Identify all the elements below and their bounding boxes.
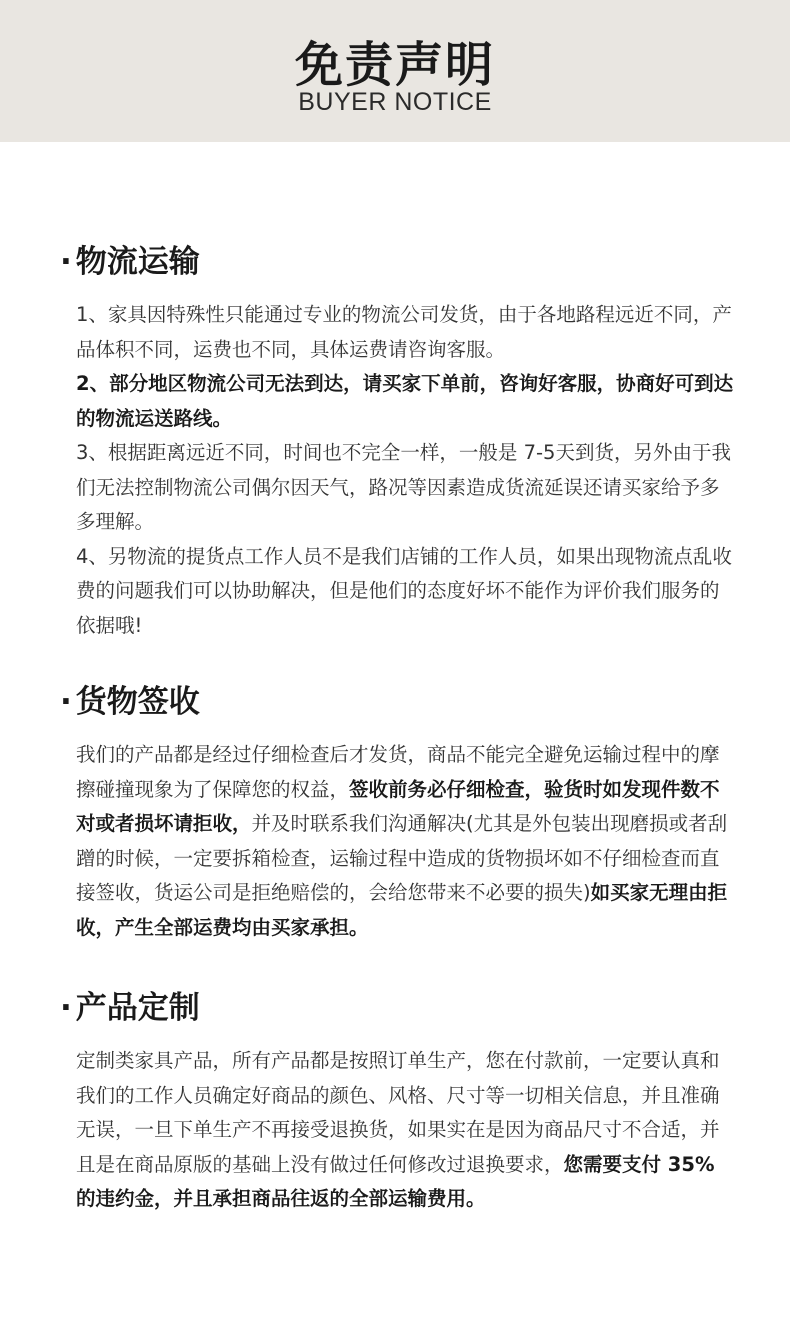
section-title: 物流运输 (75, 244, 200, 280)
body-text: 4、另物流的提货点工作人员不是我们店铺的工作人员，如果出现物流点乱收费的问题我们可以协助解决，但是他们的态度好坏不能作为评价我们服务的依据哦! (76, 544, 732, 637)
paragraph (76, 1044, 736, 1217)
paragraph (76, 436, 736, 540)
section-heading (60, 676, 200, 721)
body-text: 3、根据距离远近不同，时间也不完全一样，一般是 7-5天到货，另外由于我们无法控制物流公司偶尔因天气，路况等因素造成货流延误还请买家给予多多理解。 (76, 441, 731, 533)
bullet-dot: · (60, 244, 72, 280)
body-text: 我们的产品都是经过仔细检查后才发货，商品不能完全避免运输过程中的摩擦碰撞现象为了保障您的权益， (76, 743, 720, 801)
emphasis-text: 如买家无理由拒收，产生全部运费均由买家承担。 (76, 881, 728, 939)
section-body (76, 1044, 736, 1217)
page-subtitle: BUYER NOTICE (298, 88, 492, 116)
paragraph (76, 298, 736, 367)
body-text: 1、家具因特殊性只能通过专业的物流公司发货，由于各地路程远近不同，产品体积不同，运费也不同，具体运费请咨询客服。 (76, 303, 732, 361)
notice-header (0, 0, 790, 142)
emphasis-text: 您需要支付 35% 的违约金，并且承担商品往返的全部运输费用。 (76, 1152, 715, 1210)
section-title: 货物签收 (75, 684, 200, 720)
emphasis-text: 签收前务必仔细检查，验货时如发现件数不对或者损坏请拒收， (76, 777, 720, 835)
bullet-dot: · (60, 684, 72, 720)
section-title: 产品定制 (75, 990, 200, 1026)
paragraph (76, 540, 736, 644)
section-body (76, 738, 736, 945)
body-text: 并及时联系我们沟通解决(尤其是外包装出现磨损或者刮蹭的时候，一定要拆箱检查，运输过程中造成的货物损坏如不仔细检查而直接签收，货运公司是拒绝赔偿的，会给您带来不必要的损失) (76, 812, 728, 904)
body-text: 定制类家具产品，所有产品都是按照订单生产，您在付款前，一定要认真和我们的工作人员确定好商品的颜色、风格、尺寸等一切相关信息，并且准确无误，一旦下单生产不再接受退换货，如果实在是因为商品尺寸不合适，并且是在商品原版的基础上没有做过任何修改过退换要求， (76, 1049, 720, 1176)
section-heading (60, 236, 200, 281)
emphasis-text: 2、部分地区物流公司无法到达，请买家下单前，咨询好客服，协商好可到达的物流运送路线。 (76, 372, 734, 430)
page-title: 免责声明 (294, 37, 495, 93)
section-body (76, 298, 736, 643)
paragraph (76, 738, 736, 945)
bullet-dot: · (60, 990, 72, 1026)
section-heading (60, 982, 200, 1027)
paragraph (76, 367, 736, 436)
